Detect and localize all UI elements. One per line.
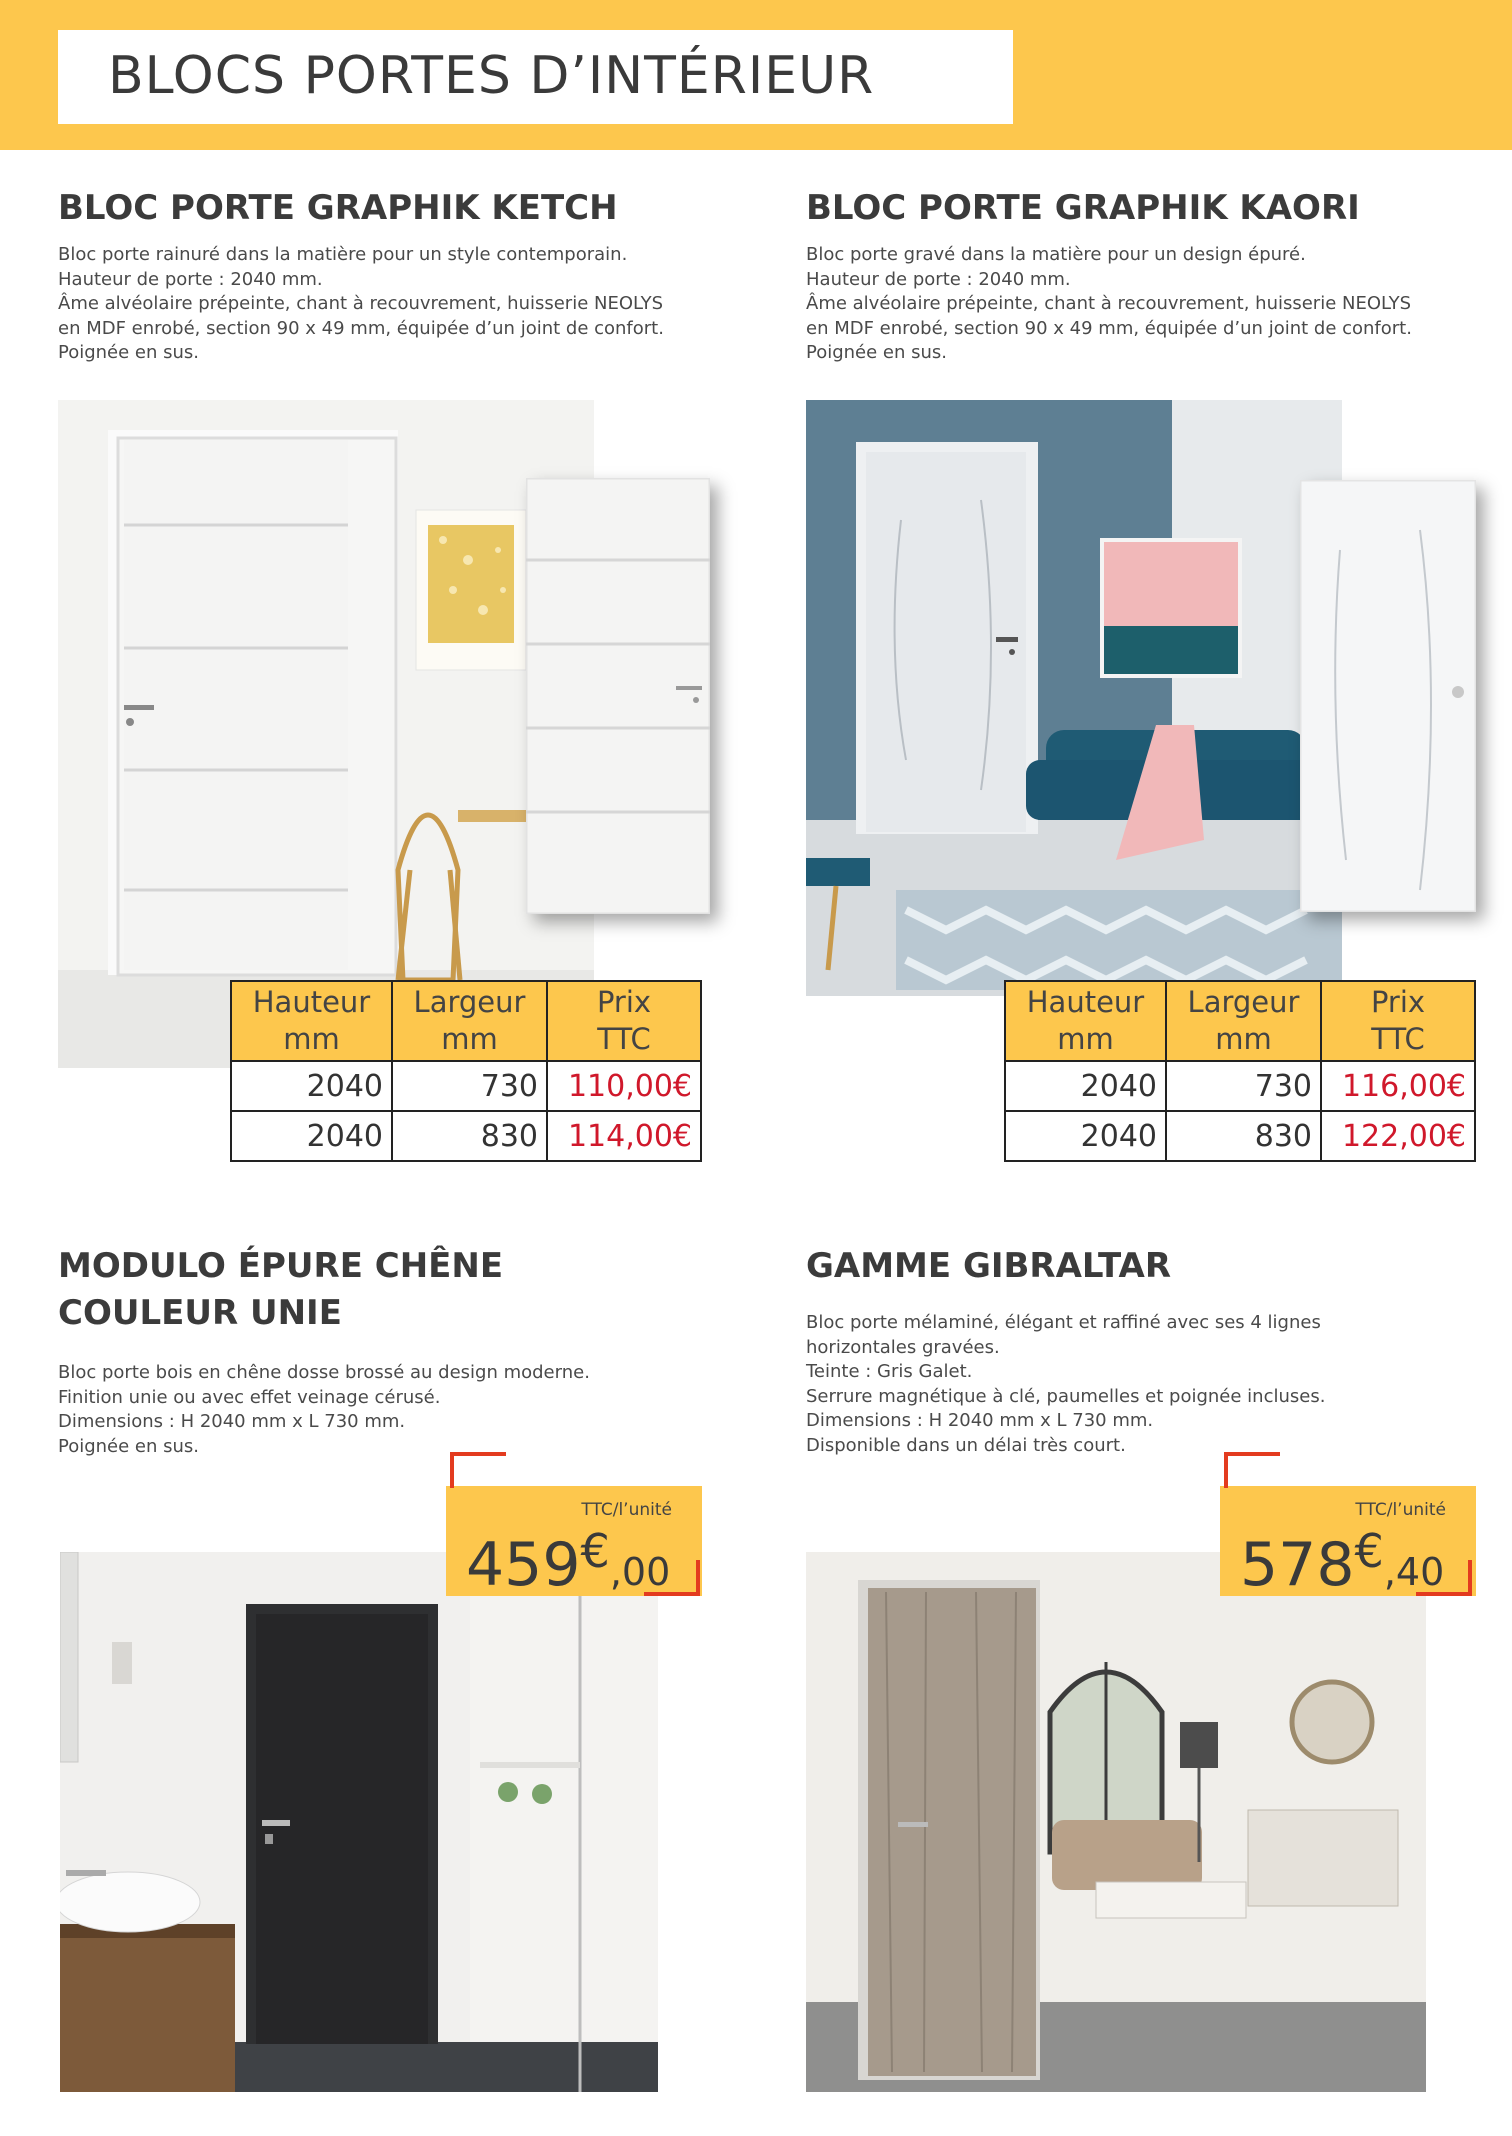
column-header-height: Hauteur mm — [1005, 981, 1166, 1061]
table-row: 2040 730 116,00€ — [1005, 1061, 1475, 1111]
column-header-price: Prix TTC — [547, 981, 701, 1061]
product-description-kaori: Bloc porte gravé dans la matière pour un design épuré. Hauteur de porte : 2040 mm. Âme alvéolaire prépeinte, chant à recouvrement, huisserie NEOLYS en MDF enrobé, section 90 x 49 mm, équipée d’un joint de confort. Poignée en sus. — [806, 244, 1412, 363]
price-unit-label: TTC/l’unité — [581, 1500, 672, 1520]
page-title: BLOCS PORTES D’INTÉRIEUR — [108, 46, 875, 106]
column-header-width: Largeur mm — [1166, 981, 1321, 1061]
product-title-modulo: MODULO ÉPURE CHÊNE COULEUR UNIE — [58, 1246, 504, 1333]
product-description-ketch: Bloc porte rainuré dans la matière pour un style contemporain. Hauteur de porte : 2040 mm. Âme alvéolaire prépeinte, chant à recouvrement, huisserie NEOLYS en MDF enrobé, section 90 x 49 mm, équipée d’un joint de confort. Poignée en sus. — [58, 244, 664, 363]
corner-bracket-bottom-right — [1416, 1560, 1472, 1596]
price-value: 578€,40 — [1240, 1524, 1445, 1600]
price-value: 459€,00 — [466, 1524, 671, 1600]
price-table-kaori — [1004, 980, 1476, 1162]
table-row: 2040 830 122,00€ — [1005, 1111, 1475, 1161]
product-title-gibraltar: GAMME GIBRALTAR — [806, 1246, 1172, 1286]
kaori-room-photo — [806, 400, 1342, 996]
table-header-row — [231, 981, 701, 1061]
title-box — [58, 30, 1013, 124]
product-title-kaori: BLOC PORTE GRAPHIK KAORI — [806, 188, 1360, 228]
table-row: 2040 730 110,00€ — [231, 1061, 701, 1111]
corner-bracket-top-left — [450, 1452, 506, 1488]
product-description-modulo: Bloc porte bois en chêne dosse brossé au design moderne. Finition unie ou avec effet veinage cérusé. Dimensions : H 2040 mm x L 730 mm. Poignée en sus. — [58, 1362, 590, 1457]
column-header-height: Hauteur mm — [231, 981, 392, 1061]
price-table-ketch — [230, 980, 702, 1162]
price-unit-label: TTC/l’unité — [1355, 1500, 1446, 1520]
gibraltar-room-photo — [806, 1552, 1426, 2092]
column-header-width: Largeur mm — [392, 981, 547, 1061]
corner-bracket-top-left — [1224, 1452, 1280, 1488]
product-title-ketch: BLOC PORTE GRAPHIK KETCH — [58, 188, 618, 228]
modulo-room-photo — [60, 1552, 658, 2092]
product-description-gibraltar: Bloc porte mélaminé, élégant et raffiné avec ses 4 lignes horizontales gravées. Teinte : Gris Galet. Serrure magnétique à clé, paumelles et poignée incluses. Dimensions : H 2040 mm x L 730 mm. Disponible dans un délai très court. — [806, 1312, 1326, 1456]
ketch-room-photo — [58, 400, 594, 1068]
corner-bracket-bottom-right — [644, 1560, 700, 1596]
table-row: 2040 830 114,00€ — [231, 1111, 701, 1161]
column-header-price: Prix TTC — [1321, 981, 1475, 1061]
header-band — [0, 0, 1512, 150]
ketch-door-product — [526, 478, 710, 914]
table-header-row — [1005, 981, 1475, 1061]
kaori-door-product — [1300, 480, 1476, 912]
